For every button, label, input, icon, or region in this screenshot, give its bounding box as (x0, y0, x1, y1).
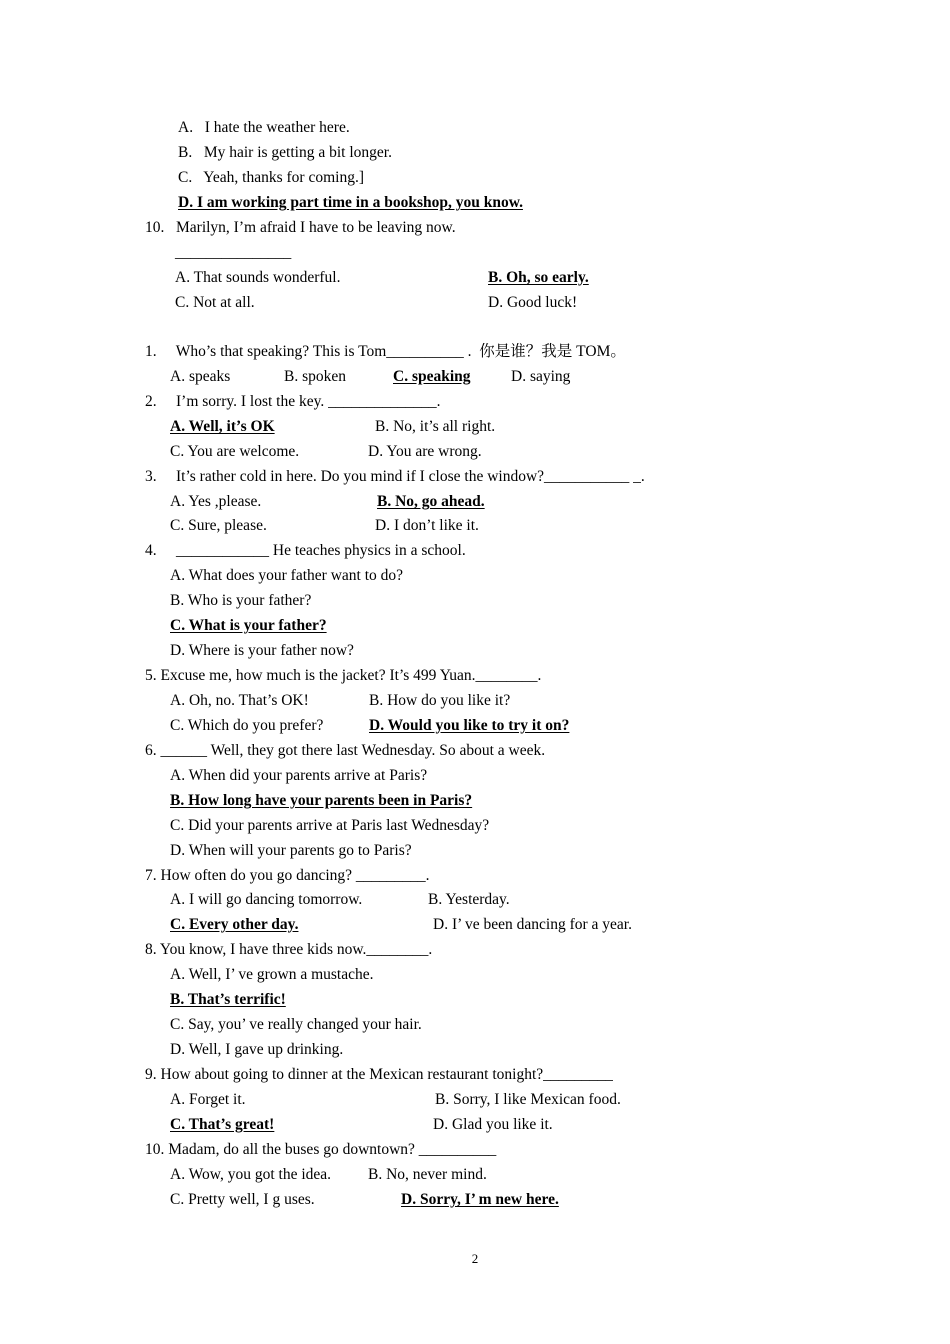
option-line: C. Which do you prefer? (170, 717, 324, 734)
answer-blank: _______________ (175, 244, 292, 261)
option-line: A. Forget it. (170, 1091, 246, 1108)
option-line: B. No, it’s all right. (375, 418, 496, 435)
option-line: D. Well, I gave up drinking. (170, 1041, 344, 1058)
question-stem: 1. Who’s that speaking? This is Tom__________ . 你是谁？我是 TOM。 (145, 343, 626, 360)
option-line: A. Oh, no. That’s OK! (170, 692, 309, 709)
answer-option: C. That’s great! (170, 1116, 275, 1133)
option-line: B. Who is your father? (170, 592, 312, 609)
option-line: C. You are welcome. (170, 443, 300, 460)
option-line: C. Pretty well, I g uses. (170, 1191, 315, 1208)
question-stem: 8. You know, I have three kids now.________. (145, 941, 433, 958)
option-line: C. Sure, please. (170, 517, 267, 534)
option-line: D. You are wrong. (368, 443, 482, 460)
option-line: A. Wow, you got the idea. (170, 1166, 332, 1183)
option-line: B. spoken (284, 368, 346, 385)
option-line: D. I don’t like it. (375, 517, 479, 534)
option-line: C. Not at all. (175, 294, 255, 311)
option-line: D. Where is your father now? (170, 642, 354, 659)
question-stem: 2. I’m sorry. I lost the key. ______________. (145, 393, 441, 410)
option-line: D. When will your parents go to Paris? (170, 842, 412, 859)
option-line: A. speaks (170, 368, 231, 385)
question-stem: 9. How about going to dinner at the Mexican restaurant tonight?_________ (145, 1066, 613, 1083)
answer-option: B. Oh, so early. (488, 269, 589, 286)
page-number: 2 (471, 1251, 479, 1266)
question-stem: 5. Excuse me, how much is the jacket? It’s 499 Yuan.________. (145, 667, 542, 684)
answer-option: D. Would you like to try it on? (369, 717, 570, 734)
option-line: A. When did your parents arrive at Paris? (170, 767, 428, 784)
question-stem: 10. Madam, do all the buses go downtown? __________ (145, 1141, 497, 1158)
option-line: B. My hair is getting a bit longer. (178, 144, 392, 161)
option-line: A. Yes ,please. (170, 493, 262, 510)
answer-option: C. speaking (393, 368, 471, 385)
question-stem: 10. Marilyn, I’m afraid I have to be leaving now. (145, 219, 456, 236)
option-line: A. I hate the weather here. (178, 119, 350, 136)
answer-option: A. Well, it’s OK (170, 418, 275, 435)
option-line: B. Sorry, I like Mexican food. (435, 1091, 621, 1108)
option-line: D. Glad you like it. (433, 1116, 553, 1133)
option-line: A. That sounds wonderful. (175, 269, 341, 286)
option-line: C. Yeah, thanks for coming.] (178, 169, 364, 186)
answer-option: C. What is your father? (170, 617, 327, 634)
answer-option: D. I am working part time in a bookshop, you know. (178, 194, 523, 211)
option-line: D. I’ ve been dancing for a year. (433, 916, 632, 933)
answer-option: B. How long have your parents been in Paris? (170, 792, 473, 809)
option-line: A. Well, I’ ve grown a mustache. (170, 966, 374, 983)
option-line: D. saying (511, 368, 571, 385)
question-stem: 6. ______ Well, they got there last Wednesday. So about a week. (145, 742, 546, 759)
answer-option: B. That’s terrific! (170, 991, 286, 1008)
answer-option: D. Sorry, I’ m new here. (401, 1191, 559, 1208)
option-line: C. Did your parents arrive at Paris last Wednesday? (170, 817, 490, 834)
option-line: C. Say, you’ ve really changed your hair. (170, 1016, 422, 1033)
question-stem: 7. How often do you go dancing? _________. (145, 867, 430, 884)
option-line: B. How do you like it? (369, 692, 511, 709)
answer-option: B. No, go ahead. (377, 493, 485, 510)
question-stem: 4. ____________ He teaches physics in a school. (145, 542, 466, 559)
option-line: A. What does your father want to do? (170, 567, 404, 584)
question-stem: 3. It’s rather cold in here. Do you mind if I close the window?___________ _. (145, 468, 645, 485)
option-line: B. No, never mind. (368, 1166, 487, 1183)
option-line: A. I will go dancing tomorrow. (170, 891, 363, 908)
option-line: D. Good luck! (488, 294, 578, 311)
option-line: B. Yesterday. (428, 891, 510, 908)
answer-option: C. Every other day. (170, 916, 299, 933)
